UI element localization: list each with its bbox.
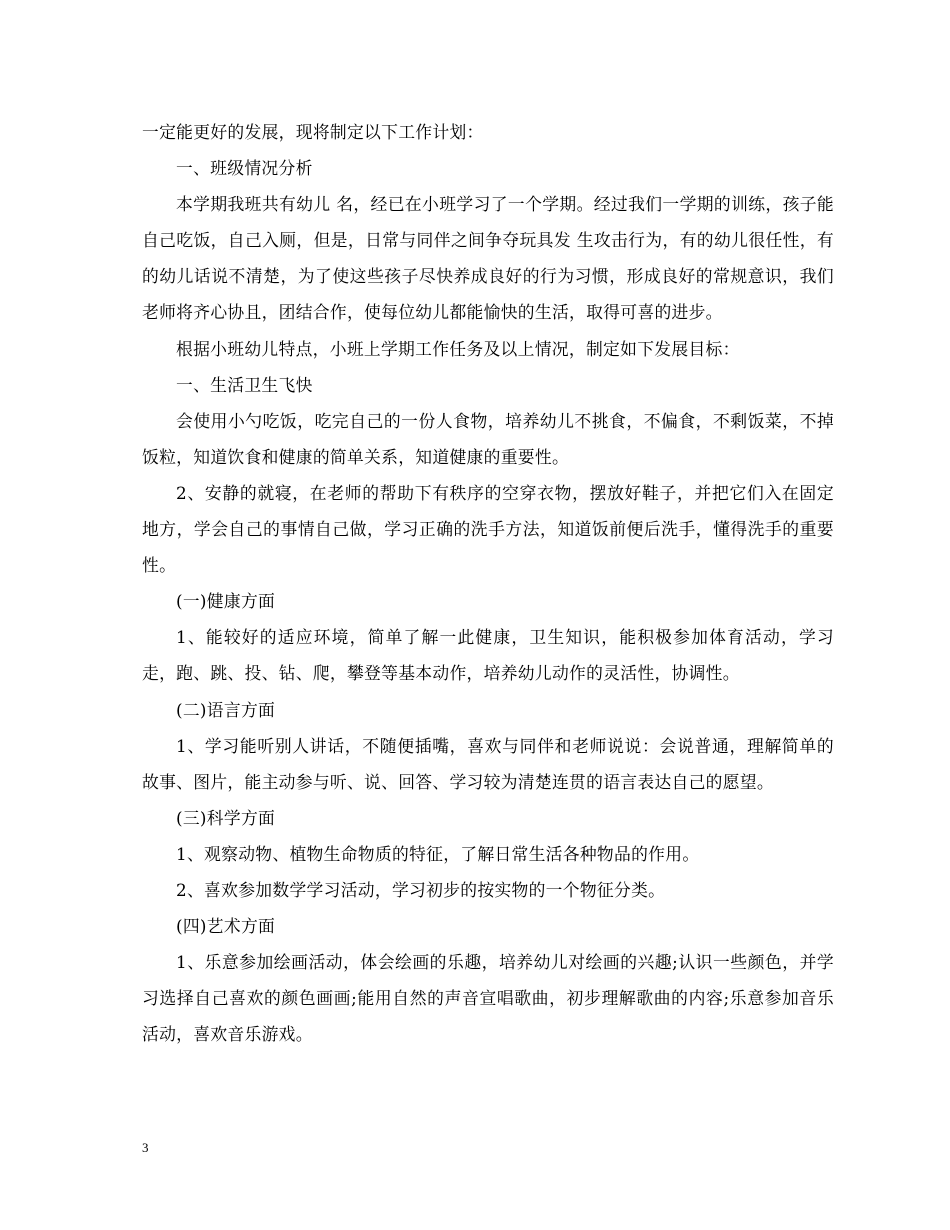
paragraph-class-situation: 本学期我班共有幼儿 名，经已在小班学习了一个学期。经过我们一学期的训练，孩子能自己吃饭，自己入厕，但是，日常与同伴之间争夺玩具发 生攻击行为，有的幼儿很任性，有的幼儿话说不清楚，为了使这些孩子尽快养成良好的行为习惯，形成良好的常规意识，我们老师将齐心协且，团结合作，使每位幼儿都能愉快的生活，取得可喜的进步。 xyxy=(142,194,834,323)
paragraph-intro-continuation: 一定能更好的发展，现将制定以下工作计划： xyxy=(142,122,484,142)
paragraph-health-goals: 1、能较好的适应环境，简单了解一此健康，卫生知识，能积极参加体育活动，学习走，跑、跳、投、钻、爬，攀登等基本动作，培养幼儿动作的灵活性，协调性。 xyxy=(142,627,834,684)
page-number: 3 xyxy=(142,1140,149,1155)
heading-life-hygiene: 一、生活卫生飞快 xyxy=(176,374,313,395)
heading-health: (一)健康方面 xyxy=(176,591,276,612)
document-body xyxy=(142,114,834,1052)
paragraph-development-goals-intro: 根据小班幼儿特点，小班上学期工作任务及以上情况，制定如下发展目标： xyxy=(176,338,740,359)
heading-science: (三)科学方面 xyxy=(176,807,276,828)
paragraph-language-goals: 1、学习能听别人讲话，不随便插嘴，喜欢与同伴和老师说说：会说普通，理解简单的故事、图片，能主动参与听、说、回答、学习较为清楚连贯的语言表达自己的愿望。 xyxy=(142,735,834,792)
paragraph-science-goal-1: 1、观察动物、植物生命物质的特征，了解日常生活各种物品的作用。 xyxy=(176,843,700,864)
paragraph-eating-habits: 会使用小勺吃饭，吃完自己的一份人食物，培养幼儿不挑食，不偏食，不剩饭菜，不掉饭粒，知道饮食和健康的简单关系，知道健康的重要性。 xyxy=(142,410,834,467)
paragraph-art-goals: 1、乐意参加绘画活动，体会绘画的乐趣，培养幼儿对绘画的兴趣;认识一些颜色，并学习选择自己喜欢的颜色画画;能用自然的声音宣唱歌曲，初步理解歌曲的内容;乐意参加音乐活动，喜欢音乐游戏。 xyxy=(142,952,834,1045)
paragraph-sleep-and-handwashing: 2、安静的就寝，在老师的帮助下有秩序的空穿衣物，摆放好鞋子，并把它们入在固定地方，学会自己的事情自己做，学习正确的洗手方法，知道饭前便后洗手，懂得洗手的重要性。 xyxy=(142,482,834,576)
heading-language: (二)语言方面 xyxy=(176,699,276,720)
paragraph-science-goal-2: 2、喜欢参加数学学习活动，学习初步的按实物的一个物征分类。 xyxy=(176,879,666,900)
heading-art: (四)艺术方面 xyxy=(176,916,276,937)
heading-class-analysis: 一、班级情况分析 xyxy=(176,158,313,179)
